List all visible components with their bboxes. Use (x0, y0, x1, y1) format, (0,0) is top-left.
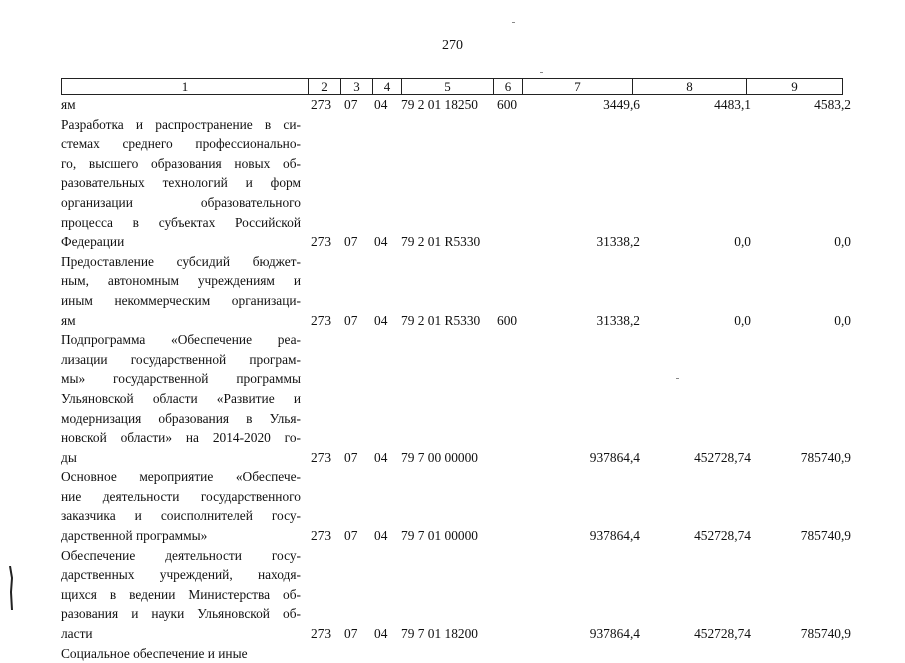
description-line: щихся в ведении Министерства об- (61, 586, 301, 602)
description-line: ние деятельности государственного (61, 488, 301, 504)
description-line: дарственной программы» (61, 528, 208, 544)
column-header-7: 7 (523, 79, 633, 95)
cell-col-6: 600 (497, 312, 518, 328)
description-line: разования и науки Ульяновской об- (61, 606, 301, 622)
cell-col-4: 04 (374, 97, 388, 112)
row-values (61, 526, 855, 546)
cell-col-2: 273 (311, 97, 332, 112)
description-line: ям (61, 97, 76, 112)
cell-col-9: 785740,9 (800, 449, 851, 465)
column-number-header (61, 78, 843, 95)
column-header-4: 4 (373, 79, 402, 95)
description-line: организации образовательного (61, 194, 301, 210)
scan-speck (540, 72, 543, 73)
description-line: стемах среднего профессионально- (61, 136, 301, 152)
cell-col-7: 3449,6 (603, 97, 640, 112)
description-line: новской области» на 2014-2020 го- (61, 430, 301, 446)
cell-col-3: 07 (344, 626, 358, 642)
cell-col-2: 273 (311, 449, 332, 465)
description-line: Разработка и распространение в си- (61, 116, 301, 132)
page-number: 270 (442, 38, 463, 53)
cell-col-3: 07 (344, 528, 358, 544)
description-line: Основное мероприятие «Обеспече- (61, 469, 301, 485)
description-line: мы» государственной программы (61, 371, 301, 387)
description-line: процесса в субъектах Российской (61, 214, 301, 230)
cell-col-8: 452728,74 (694, 626, 751, 642)
description-line: заказчика и соисполнителей госу- (61, 508, 301, 524)
cell-col-3: 07 (344, 234, 358, 250)
description-line: го, высшего образования новых об- (61, 155, 301, 171)
cell-col-6: 600 (497, 97, 518, 112)
table-row (61, 252, 855, 330)
cell-col-3: 07 (344, 97, 358, 112)
description-line: ды (61, 449, 77, 465)
cell-col-5: 79 7 01 18200 (401, 626, 478, 642)
cell-col-8: 452728,74 (694, 449, 751, 465)
cell-col-5: 79 2 01 R5330 (401, 312, 481, 328)
cell-col-9: 785740,9 (800, 626, 851, 642)
table-row (61, 644, 855, 663)
description-line: иным некоммерческим организаци- (61, 292, 301, 308)
cell-col-8: 0,0 (734, 312, 751, 328)
cell-col-9: 0,0 (834, 234, 851, 250)
row-values (61, 624, 855, 644)
column-header-5: 5 (402, 79, 494, 95)
header-row (62, 79, 843, 95)
cell-col-5: 79 7 01 00000 (401, 528, 478, 544)
cell-col-7: 937864,4 (589, 626, 640, 642)
description-line: ным, автономным учреждениям и (61, 273, 301, 289)
cell-col-7: 31338,2 (596, 234, 640, 250)
scan-speck (676, 378, 679, 379)
budget-table-body (61, 95, 855, 663)
column-header-3: 3 (341, 79, 373, 95)
cell-col-8: 452728,74 (694, 528, 751, 544)
column-header-9: 9 (747, 79, 843, 95)
cell-col-7: 937864,4 (589, 528, 640, 544)
column-header-8: 8 (633, 79, 747, 95)
cell-col-2: 273 (311, 234, 332, 250)
scan-edge-mark (9, 566, 13, 610)
table-row (61, 330, 855, 467)
cell-col-5: 79 7 00 00000 (401, 449, 478, 465)
table-row (61, 95, 855, 115)
description-line: лизации государственной програм- (61, 351, 301, 367)
column-header-2: 2 (309, 79, 341, 95)
cell-col-9: 785740,9 (800, 528, 851, 544)
row-values (61, 95, 855, 115)
row-values (61, 448, 855, 468)
cell-col-4: 04 (374, 626, 388, 642)
cell-col-3: 07 (344, 312, 358, 328)
description-line: дарственных учреждений, находя- (61, 567, 301, 583)
cell-col-9: 0,0 (834, 312, 851, 328)
table-row (61, 115, 855, 252)
row-values (61, 311, 855, 331)
description-line: разовательных технологий и форм (61, 175, 301, 191)
description-line: ласти (61, 626, 93, 642)
cell-col-4: 04 (374, 234, 388, 250)
description-line: модернизация образования в Улья- (61, 410, 301, 426)
cell-col-9: 4583,2 (814, 97, 851, 112)
description-line: Предоставление субсидий бюджет- (61, 253, 301, 269)
table-row (61, 546, 855, 644)
cell-col-5: 79 2 01 18250 (401, 97, 478, 112)
row-values (61, 232, 855, 252)
cell-col-7: 31338,2 (596, 312, 640, 328)
cell-col-2: 273 (311, 626, 332, 642)
cell-col-2: 273 (311, 528, 332, 544)
description-line: Подпрограмма «Обеспечение реа- (61, 332, 301, 348)
cell-col-4: 04 (374, 528, 388, 544)
cell-col-3: 07 (344, 449, 358, 465)
cell-col-5: 79 2 01 R5330 (401, 234, 481, 250)
description-line: Социальное обеспечение и иные (61, 645, 248, 661)
description-line: ям (61, 312, 76, 328)
table-row (61, 467, 855, 545)
cell-col-7: 937864,4 (589, 449, 640, 465)
cell-col-4: 04 (374, 449, 388, 465)
description-line: Ульяновской области «Развитие и (61, 390, 301, 406)
column-header-6: 6 (494, 79, 523, 95)
cell-col-2: 273 (311, 312, 332, 328)
description-line: Федерации (61, 234, 125, 250)
cell-col-4: 04 (374, 312, 388, 328)
description-line: Обеспечение деятельности госу- (61, 547, 301, 563)
column-header-1: 1 (62, 79, 309, 95)
row-values (61, 644, 855, 663)
cell-col-8: 4483,1 (714, 97, 751, 112)
cell-col-8: 0,0 (734, 234, 751, 250)
scan-speck (512, 22, 515, 23)
